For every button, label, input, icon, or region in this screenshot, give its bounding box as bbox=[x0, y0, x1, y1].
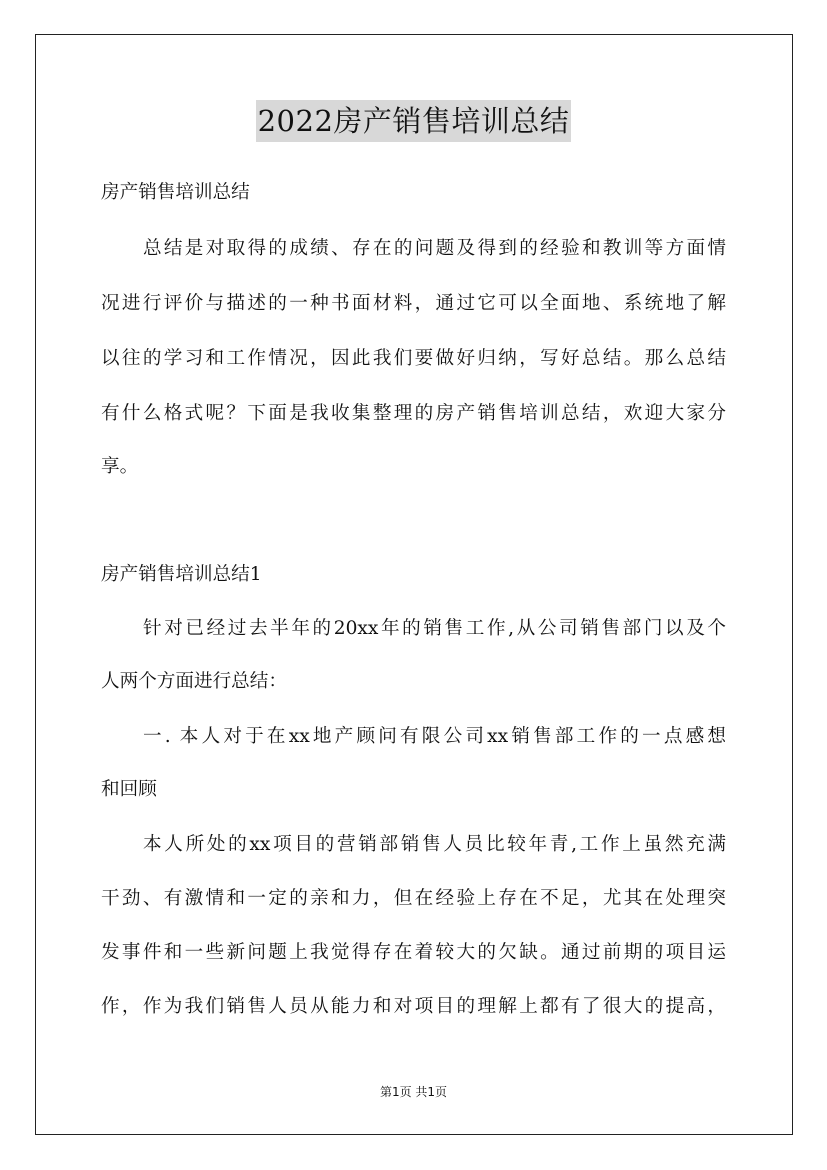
subtitle: 房产销售培训总结 bbox=[101, 182, 250, 203]
paragraph-line: 和回顾 bbox=[101, 779, 157, 800]
paragraph-line: 干劲、有激情和一定的亲和力，但在经验上存在不足，尤其在处理突 bbox=[101, 888, 726, 909]
paragraph-line: 作，作为我们销售人员从能力和对项目的理解上都有了很大的提高， bbox=[101, 996, 726, 1017]
paragraph-line: 发事件和一些新问题上我觉得存在着较大的欠缺。通过前期的项目运 bbox=[101, 942, 726, 963]
intro-line: 况进行评价与描述的一种书面材料，通过它可以全面地、系统地了解 bbox=[101, 293, 726, 314]
intro-line: 以往的学习和工作情况，因此我们要做好归纳，写好总结。那么总结 bbox=[101, 348, 726, 369]
paragraph-line: 针对已经过去半年的20xx年的销售工作,从公司销售部门以及个 bbox=[143, 618, 726, 639]
document-title: 2022房产销售培训总结 bbox=[256, 100, 572, 142]
intro-line: 有什么格式呢？下面是我收集整理的房产销售培训总结，欢迎大家分 bbox=[101, 403, 726, 424]
page-footer: 第1页 共1页 bbox=[379, 1085, 448, 1099]
intro-line: 总结是对取得的成绩、存在的问题及得到的经验和教训等方面情 bbox=[143, 238, 726, 259]
paragraph-line: 本人所处的xx项目的营销部销售人员比较年青,工作上虽然充满 bbox=[143, 834, 726, 855]
intro-line: 享。 bbox=[101, 456, 139, 477]
title-wrap bbox=[0, 100, 827, 142]
paragraph-line: 一. 本人对于在xx地产顾问有限公司xx销售部工作的一点感想 bbox=[143, 726, 726, 747]
paragraph-line: 人两个方面进行总结： bbox=[101, 671, 287, 692]
section-heading: 房产销售培训总结1 bbox=[101, 564, 262, 585]
